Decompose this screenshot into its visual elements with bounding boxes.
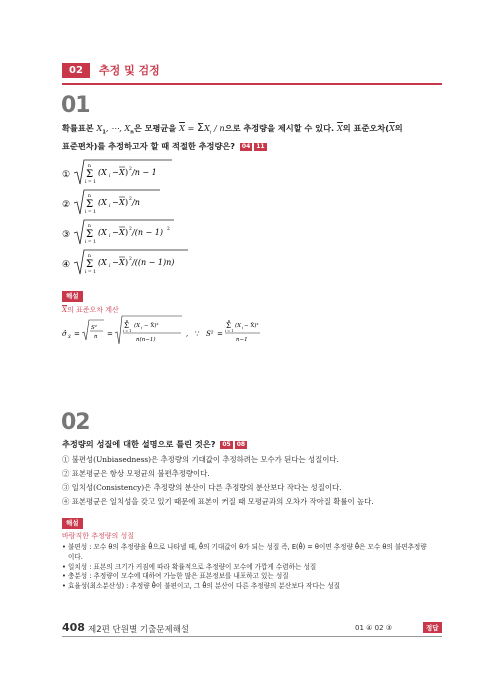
svg-text:i = 1: i = 1 [85,270,96,275]
explanation-list-2 [62,543,447,592]
svg-text:2: 2 [129,167,132,172]
svg-text:n: n [228,319,231,323]
answer-key: 01 ④ 02 ③ [355,624,393,632]
svg-text:−: − [112,198,119,207]
option-3[interactable] [62,220,174,245]
option-2[interactable] [62,190,160,215]
question-1-text-line2: 표준편차)를 추정하고자 할 때 적절한 추정량은? 04 11 [62,141,265,151]
svg-text:X: X [119,198,125,207]
svg-text:X: X [119,168,125,177]
svg-text:i: i [109,174,111,179]
svg-text:④: ④ [62,260,71,270]
svg-text:/((n − 1)n): /((n − 1)n) [132,258,175,267]
svg-text:X: X [119,228,125,237]
svg-text:): ) [125,228,129,237]
svg-text:i = 1: i = 1 [225,329,234,333]
svg-text:Σ: Σ [86,169,94,180]
option-4[interactable]: ④ 표본평균은 일치성을 갖고 있기 때문에 표본이 커질 때 모평균과의 오차가 작아질 확률이 높다. [62,497,374,506]
svg-text:− X̄)²: − X̄)² [144,323,159,329]
section-title: 추정 및 검정 [99,64,160,77]
explanation-title-2: 바람직한 추정량의 성질 [62,532,135,540]
svg-text:∵: ∵ [195,330,200,338]
svg-text:/(n − 1): /(n − 1) [132,228,163,237]
answer-badge: 정답 [423,622,442,633]
explanation-formula-1 [60,314,260,354]
svg-text:Σ: Σ [226,322,231,330]
explanation-title-1: $\overline{X}$의 표준오차 계산 [62,306,119,314]
section-divider [62,83,442,85]
svg-text:2: 2 [129,197,132,202]
svg-text:X̄: X̄ [68,334,71,339]
svg-text:2: 2 [129,257,132,262]
svg-text:(X: (X [98,258,107,267]
explanation-label-2: 해설 [62,518,83,529]
question-2-number: 02 [61,410,90,435]
svg-text:(X: (X [134,323,141,329]
svg-text:,: , [186,330,189,338]
list-item: • 불편성 : 모수 θ의 추정량을 θ̂으로 나타낼 때, θ̂의 기대값이 θ가 되는 성질 즉, E(θ̂) = θ이면 추정량 θ̂은 모수 θ의 불편추정량 [62,543,427,551]
svg-text:2: 2 [129,227,132,232]
standard-error-formula [60,314,260,350]
tag-year: 08 [236,440,246,448]
svg-text:i: i [109,234,111,239]
svg-text:2: 2 [167,227,170,232]
svg-text:i: i [109,264,111,269]
svg-text:n−1: n−1 [236,337,248,343]
svg-text:S²: S² [91,325,97,331]
svg-text:−: − [112,258,119,267]
svg-text:③: ③ [62,230,71,240]
svg-text:Σ: Σ [124,322,129,330]
list-item: • 효율성(최소분산성) : 추정량 θ̂이 불편이고, 그 θ̂의 분산이 다른 추정량의 분산보다 작다는 성질 [62,582,340,591]
tag-year: 05 [222,440,231,448]
svg-text:=: = [217,330,223,338]
svg-text:(X: (X [98,198,107,207]
svg-text:i = 1: i = 1 [123,329,132,333]
page-number: 408 [62,621,85,634]
option-1[interactable]: ① 불편성(Unbiasedness)은 추정량의 기대값이 추정하려는 모수가 된다는 성질이다. [62,455,339,464]
question-1-options [60,158,260,282]
svg-text:i: i [141,326,143,330]
svg-text:n: n [94,334,98,340]
svg-text:i: i [242,326,244,330]
svg-text:n: n [126,319,129,323]
svg-text:−: − [112,228,119,237]
svg-text:− X̄)²: − X̄)² [244,323,259,329]
svg-text:(X: (X [98,228,107,237]
svg-text:): ) [125,198,129,207]
option-3[interactable]: ③ 일치성(Consistency)은 추정량의 분산이 다른 추정량의 분산보다 작다는 성질이다. [62,483,342,492]
question-1-text: 확률표본 $X_1$, ⋯, $X_n$은 모평균을 $\overline{X} = \Sigma X_i / n$으로 추정량을 제시할 수 있다. $\overline{X}$의 표준오차($\overline{X}$의 [62,121,403,136]
svg-text:Σ: Σ [86,259,94,270]
svg-text:=: = [107,330,113,338]
svg-text:Σ: Σ [86,229,94,240]
tag-year: 04 [241,142,251,150]
svg-text:(X: (X [98,168,107,177]
svg-text:σ̂: σ̂ [62,330,67,338]
svg-text:): ) [125,258,129,267]
svg-text:S²: S² [206,330,214,338]
svg-text:n: n [88,224,91,229]
list-item: 이다. [68,552,83,561]
question-2-text: 추정량의 성질에 대한 설명으로 틀린 것은? 05 08 [62,439,246,449]
option-4[interactable] [62,250,188,275]
book-section: 제2편 단원별 기출문제해설 [88,625,190,635]
svg-text:i = 1: i = 1 [85,180,96,185]
footer-divider [62,636,442,637]
section-number: 02 [62,63,90,78]
svg-text:−: − [112,168,119,177]
svg-text:/n − 1: /n − 1 [132,168,157,177]
svg-text:n: n [88,164,91,169]
svg-text:=: = [74,330,80,338]
question-2-options [62,453,452,509]
option-1[interactable] [62,160,172,185]
svg-text:/n: /n [132,198,140,207]
question-1-number: 01 [61,93,90,118]
svg-text:(X: (X [235,323,242,329]
svg-text:): ) [125,168,129,177]
option-2[interactable]: ② 표본평균은 항상 모평균의 불편추정량이다. [62,469,210,478]
list-item: • 충분성 : 추정량이 모수에 대하여 가능한 많은 표본정보를 내포하고 있는 성질 [62,572,289,581]
svg-text:i: i [109,204,111,209]
svg-text:Σ: Σ [86,199,94,210]
options-formulas [60,158,260,278]
svg-text:n(n−1): n(n−1) [136,337,156,343]
svg-text:n: n [88,194,91,199]
svg-text:i = 1: i = 1 [85,240,96,245]
svg-text:①: ① [62,170,71,180]
list-item: • 일치성 : 표본의 크기가 커짐에 따라 확률적으로 추정량이 모수에 가깝게 수렴하는 성질 [62,562,317,571]
svg-text:②: ② [62,200,71,210]
svg-text:X: X [119,258,125,267]
tag-year: 11 [256,142,265,150]
svg-text:i = 1: i = 1 [85,210,96,215]
svg-text:n: n [88,254,91,259]
explanation-label-1: 해설 [62,291,83,302]
